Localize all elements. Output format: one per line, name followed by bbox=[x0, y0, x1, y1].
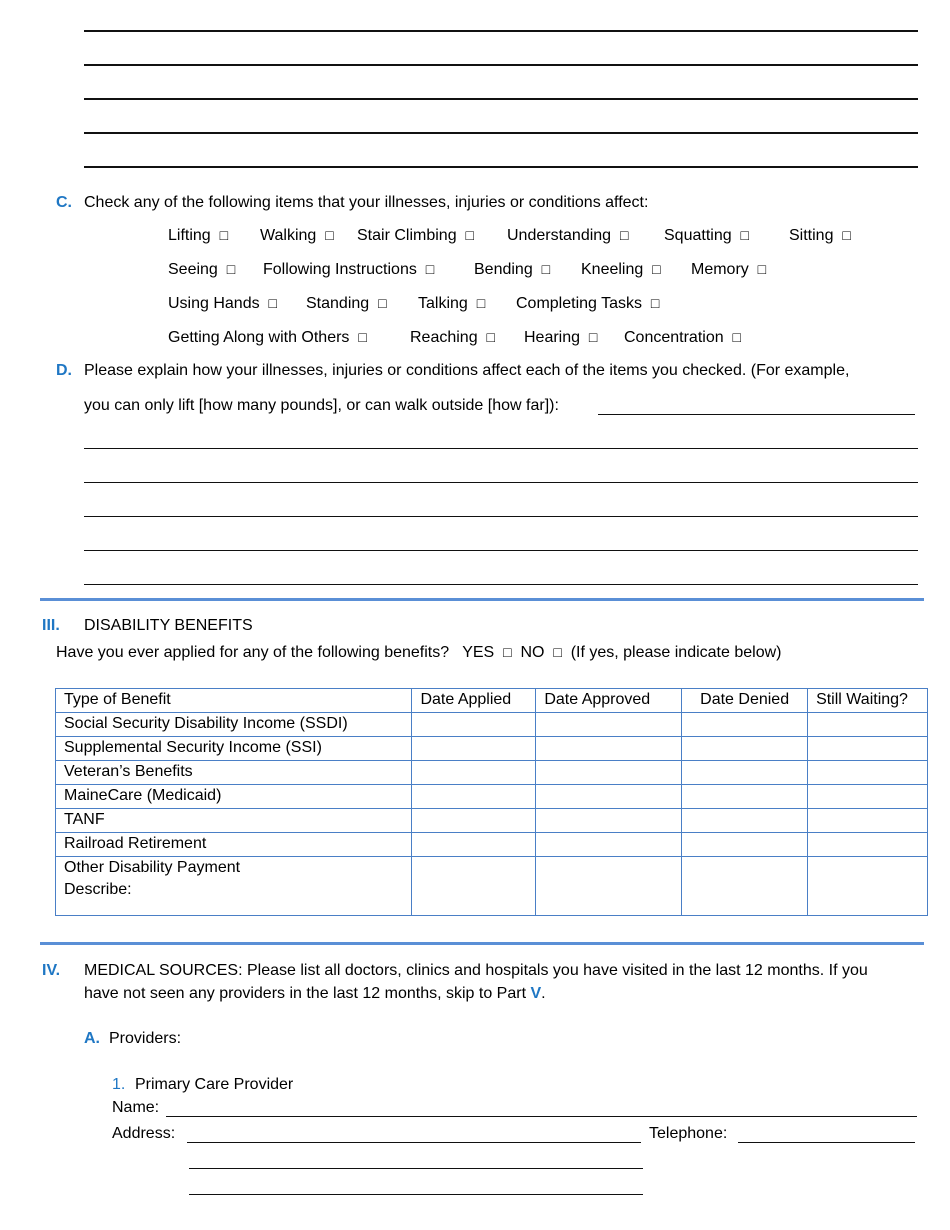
checkbox-understanding[interactable]: Understanding □ bbox=[507, 227, 629, 244]
checkbox-walking[interactable]: Walking □ bbox=[260, 227, 334, 244]
item-number: 1. bbox=[112, 1076, 126, 1093]
section-c-letter: C. bbox=[56, 194, 72, 211]
header-date-denied: Date Denied bbox=[682, 689, 808, 713]
section-d-letter: D. bbox=[56, 362, 72, 379]
cell-date-applied[interactable] bbox=[412, 833, 536, 857]
cell-still-waiting[interactable] bbox=[808, 785, 928, 809]
part-v-reference: V bbox=[530, 985, 542, 1002]
explain-line[interactable] bbox=[84, 448, 918, 449]
table-row bbox=[56, 713, 928, 737]
cell-date-approved[interactable] bbox=[536, 761, 682, 785]
cell-still-waiting[interactable] bbox=[808, 833, 928, 857]
section-iv-numeral: IV. bbox=[42, 962, 61, 979]
header-date-applied: Date Applied bbox=[412, 689, 536, 713]
address-label: Address: bbox=[112, 1125, 176, 1142]
header-still-waiting: Still Waiting? bbox=[808, 689, 928, 713]
section-iii-numeral: III. bbox=[42, 617, 60, 634]
cell-still-waiting[interactable] bbox=[808, 737, 928, 761]
name-field-line[interactable] bbox=[166, 1116, 917, 1117]
checkbox-talking[interactable]: Talking □ bbox=[418, 295, 486, 312]
table-row bbox=[56, 809, 928, 833]
cell-still-waiting[interactable] bbox=[808, 857, 928, 916]
table-header-row bbox=[56, 689, 928, 713]
checkbox-squatting[interactable]: Squatting □ bbox=[664, 227, 749, 244]
benefits-question-text: Have you ever applied for any of the following benefits? bbox=[56, 644, 450, 661]
cell-date-denied[interactable] bbox=[682, 713, 808, 737]
benefit-type: TANF bbox=[56, 809, 412, 833]
checkbox-completing-tasks[interactable]: Completing Tasks □ bbox=[516, 295, 660, 312]
cell-date-applied[interactable] bbox=[412, 785, 536, 809]
checkbox-lifting[interactable]: Lifting □ bbox=[168, 227, 229, 244]
cell-date-approved[interactable] bbox=[536, 857, 682, 916]
checkbox-following-instructions[interactable]: Following Instructions □ bbox=[263, 261, 435, 278]
benefit-type: Veteran’s Benefits bbox=[56, 761, 412, 785]
address-field-line-2[interactable] bbox=[189, 1168, 643, 1169]
primary-care-provider-label: Primary Care Provider bbox=[135, 1076, 294, 1093]
blank-line[interactable] bbox=[84, 64, 918, 66]
benefit-type: MaineCare (Medicaid) bbox=[56, 785, 412, 809]
benefit-type-other[interactable] bbox=[56, 857, 412, 916]
cell-date-approved[interactable] bbox=[536, 713, 682, 737]
other-payment-label: Other Disability Payment bbox=[64, 859, 241, 876]
cell-date-denied[interactable] bbox=[682, 857, 808, 916]
section-iv-line2: have not seen any providers in the last 12 months, skip to Part V. bbox=[84, 985, 546, 1002]
explain-line[interactable] bbox=[84, 584, 918, 585]
cell-date-applied[interactable] bbox=[412, 857, 536, 916]
cell-still-waiting[interactable] bbox=[808, 713, 928, 737]
cell-date-applied[interactable] bbox=[412, 761, 536, 785]
benefits-table bbox=[55, 688, 928, 916]
checkbox-bending[interactable]: Bending □ bbox=[474, 261, 551, 278]
header-date-approved: Date Approved bbox=[536, 689, 682, 713]
yes-checkbox[interactable]: YES □ bbox=[462, 644, 512, 661]
explain-line[interactable] bbox=[84, 516, 918, 517]
cell-date-denied[interactable] bbox=[682, 785, 808, 809]
telephone-label: Telephone: bbox=[649, 1125, 728, 1142]
checkbox-kneeling[interactable]: Kneeling □ bbox=[581, 261, 661, 278]
checkbox-standing[interactable]: Standing □ bbox=[306, 295, 387, 312]
checkbox-concentration[interactable]: Concentration □ bbox=[624, 329, 741, 346]
cell-date-applied[interactable] bbox=[412, 713, 536, 737]
table-row bbox=[56, 761, 928, 785]
sub-a-letter: A. bbox=[84, 1030, 100, 1047]
checkbox-seeing[interactable]: Seeing □ bbox=[168, 261, 236, 278]
cell-still-waiting[interactable] bbox=[808, 809, 928, 833]
checkbox-getting-along[interactable]: Getting Along with Others □ bbox=[168, 329, 367, 346]
section-d-line1: Please explain how your illnesses, injuries or conditions affect each of the items you checked. (For example, bbox=[84, 362, 850, 379]
telephone-field-line[interactable] bbox=[738, 1142, 915, 1143]
cell-date-denied[interactable] bbox=[682, 761, 808, 785]
address-field-line[interactable] bbox=[187, 1142, 641, 1143]
explain-answer-line[interactable] bbox=[598, 414, 915, 415]
header-type-of-benefit: Type of Benefit bbox=[56, 689, 412, 713]
cell-date-approved[interactable] bbox=[536, 785, 682, 809]
benefit-type: Social Security Disability Income (SSDI) bbox=[56, 713, 412, 737]
blank-line[interactable] bbox=[84, 98, 918, 100]
cell-date-approved[interactable] bbox=[536, 809, 682, 833]
cell-date-denied[interactable] bbox=[682, 809, 808, 833]
cell-date-approved[interactable] bbox=[536, 833, 682, 857]
table-row bbox=[56, 785, 928, 809]
section-d-line2: you can only lift [how many pounds], or can walk outside [how far]): bbox=[84, 397, 559, 414]
section-c-prompt: Check any of the following items that your illnesses, injuries or conditions affect: bbox=[84, 194, 649, 211]
address-field-line-3[interactable] bbox=[189, 1194, 643, 1195]
table-row bbox=[56, 737, 928, 761]
blank-line[interactable] bbox=[84, 166, 918, 168]
checkbox-reaching[interactable]: Reaching □ bbox=[410, 329, 495, 346]
checkbox-sitting[interactable]: Sitting □ bbox=[789, 227, 851, 244]
no-checkbox[interactable]: NO □ bbox=[520, 644, 562, 661]
benefits-question bbox=[56, 642, 781, 663]
name-label: Name: bbox=[112, 1099, 160, 1116]
section-iii-title: DISABILITY BENEFITS bbox=[84, 617, 253, 634]
checkbox-using-hands[interactable]: Using Hands □ bbox=[168, 295, 277, 312]
section-divider bbox=[40, 598, 924, 601]
describe-label: Describe: bbox=[64, 881, 132, 898]
blank-line[interactable] bbox=[84, 132, 918, 134]
blank-line[interactable] bbox=[84, 30, 918, 32]
benefit-type: Supplemental Security Income (SSI) bbox=[56, 737, 412, 761]
benefits-note: (If yes, please indicate below) bbox=[570, 644, 782, 661]
cell-date-applied[interactable] bbox=[412, 809, 536, 833]
cell-date-denied[interactable] bbox=[682, 737, 808, 761]
cell-still-waiting[interactable] bbox=[808, 761, 928, 785]
cell-date-approved[interactable] bbox=[536, 737, 682, 761]
table-row-other bbox=[56, 857, 928, 916]
benefit-type: Railroad Retirement bbox=[56, 833, 412, 857]
providers-label: Providers: bbox=[109, 1030, 182, 1047]
explain-line[interactable] bbox=[84, 482, 918, 483]
section-iv-line1: MEDICAL SOURCES: Please list all doctors, clinics and hospitals you have visited in the last 12 months. If you bbox=[84, 962, 868, 979]
explain-line[interactable] bbox=[84, 550, 918, 551]
checkbox-memory[interactable]: Memory □ bbox=[691, 261, 767, 278]
checkbox-hearing[interactable]: Hearing □ bbox=[524, 329, 598, 346]
cell-date-denied[interactable] bbox=[682, 833, 808, 857]
checkbox-stair-climbing[interactable]: Stair Climbing □ bbox=[357, 227, 474, 244]
section-divider bbox=[40, 942, 924, 945]
cell-date-applied[interactable] bbox=[412, 737, 536, 761]
table-row bbox=[56, 833, 928, 857]
